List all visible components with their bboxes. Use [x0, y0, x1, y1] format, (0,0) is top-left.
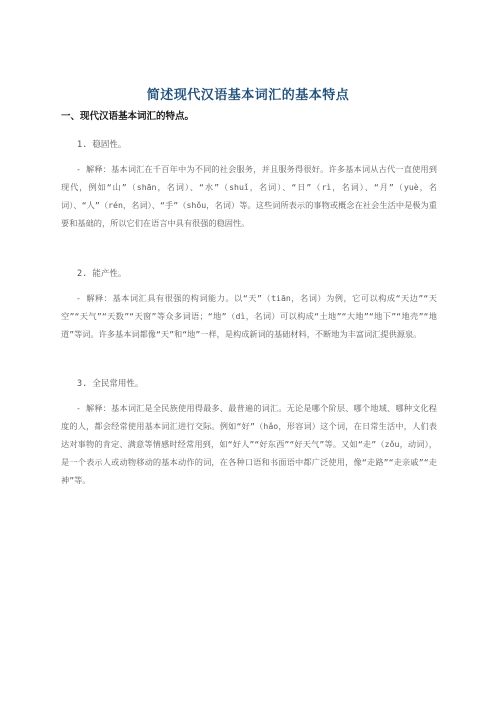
item-body-common-use: - 解释：基本词汇是全民族使用得最多、最普遍的词汇。无论是哪个阶层、哪个地域、哪种文化程度的人，都会经常使用基本词汇进行交际。例如“好”（hǎo，形容词）这个词，在日常生活中，人们表达对事物的肯定、满意等情感时经常用到，如“好人”“好东西”“好天气”等。又如“走”（zǒu，动词），是一个表示人或动物移动的基本动作的词，在各种口语和书面语中都广泛使用，像“走路”“走亲戚”“走神”等。	[61, 403, 437, 485]
item-title-stability: 1. 稳固性。	[77, 140, 127, 150]
item-body-stability: - 解释：基本词汇在千百年中为不同的社会服务，并且服务得很好。许多基本词从古代一直使用到现代，例如“山”（shān，名词）、“水”（shuǐ，名词）、“日”（rì，名词）、“月”（yuè，名词）、“人”（rén，名词）、“手”（shǒu，名词）等。这些词所表示的事物或概念在社会生活中是极为重要和基础的，所以它们在语言中具有很强的稳固性。	[61, 164, 437, 228]
document-title: 简述现代汉语基本词汇的基本特点	[146, 88, 350, 103]
section-heading: 一、现代汉语基本词汇的特点。	[61, 111, 195, 122]
item-body-productivity: - 解释：基本词汇具有很强的构词能力。以“天”（tiān，名词）为例，它可以构成“天边”“天空”“天气”“天数”“天窗”等众多词语；“地”（dì，名词）可以构成“土地”“大地”“地下”“地壳”“地道”等词。许多基本词都像“天”和“地”一样，是构成新词的基础材料，不断地为丰富词汇提供源泉。	[61, 293, 437, 339]
item-title-productivity: 2. 能产性。	[77, 269, 127, 279]
item-title-common-use: 3. 全民常用性。	[77, 379, 144, 389]
